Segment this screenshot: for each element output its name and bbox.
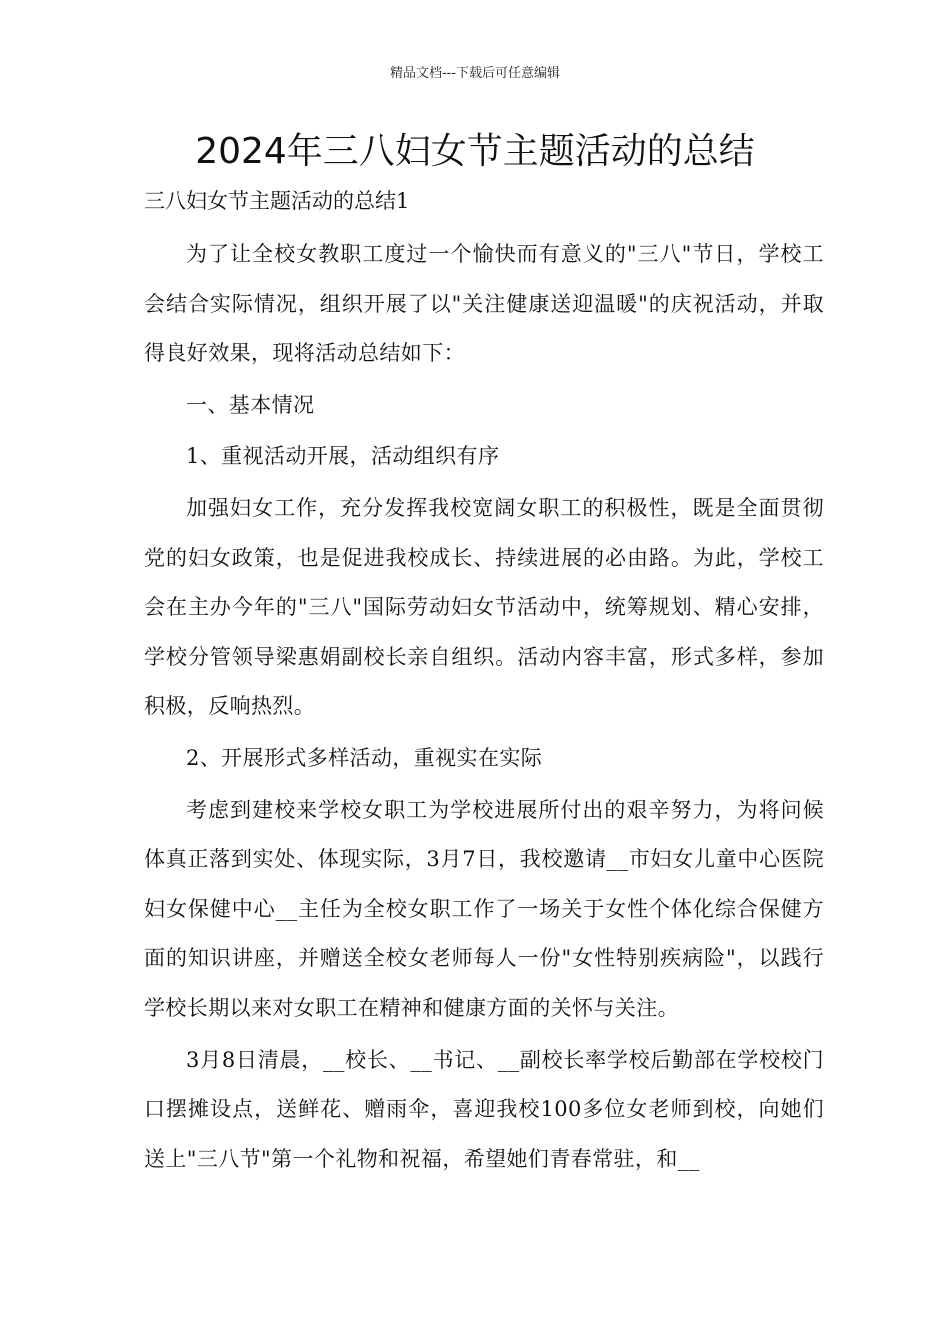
section-heading-basic: 一、基本情况 — [186, 392, 315, 417]
section-subtitle: 三八妇女节主题活动的总结1 — [144, 189, 410, 213]
paragraph-2: 考虑到建校来学校女职工为学校进展所付出的艰辛努力，为将问候体真正落到实处、体现实际，3月7日，我校邀请__市妇女儿童中心医院妇女保健中心__主任为全校女职工作了一场关于女性个体化综合保健方面的知识讲座，并赠送全校女老师每人一份"女性特别疾病险"，以践行学校长期以来对女职工在精神和健康方面的关怀与关注。 — [144, 797, 824, 1020]
subheading-2: 2、开展形式多样活动，重视实在实际 — [186, 745, 543, 770]
header-note: 精品文档---下载后可任意编辑 — [389, 66, 561, 81]
paragraph-3: 3月8日清晨，__校长、__书记、__副校长率学校后勤部在学校校门口摆摊设点，送鲜花、赠雨伞，喜迎我校100多位女老师到校，向她们送上"三八节"第一个礼物和祝福，希望她们青春常驻，和__ — [144, 1047, 824, 1171]
paragraph-1: 加强妇女工作，充分发挥我校宽阔女职工的积极性，既是全面贯彻党的妇女政策，也是促进我校成长、持续进展的必由路。为此，学校工会在主办今年的"三八"国际劳动妇女节活动中，统筹规划、精心安排，学校分管领导梁惠娟副校长亲自组织。活动内容丰富，形式多样，参加积极，反响热烈。 — [144, 495, 824, 719]
document-title: 2024年三八妇女节主题活动的总结 — [195, 131, 755, 172]
subheading-1: 1、重视活动开展，活动组织有序 — [186, 444, 500, 469]
document-body — [144, 230, 824, 1186]
paragraph-intro: 为了让全校女教职工度过一个愉快而有意义的"三八"节日，学校工会结合实际情况，组织开展了以"关注健康送迎温暖"的庆祝活动，并取得良好效果，现将活动总结如下： — [144, 242, 824, 366]
